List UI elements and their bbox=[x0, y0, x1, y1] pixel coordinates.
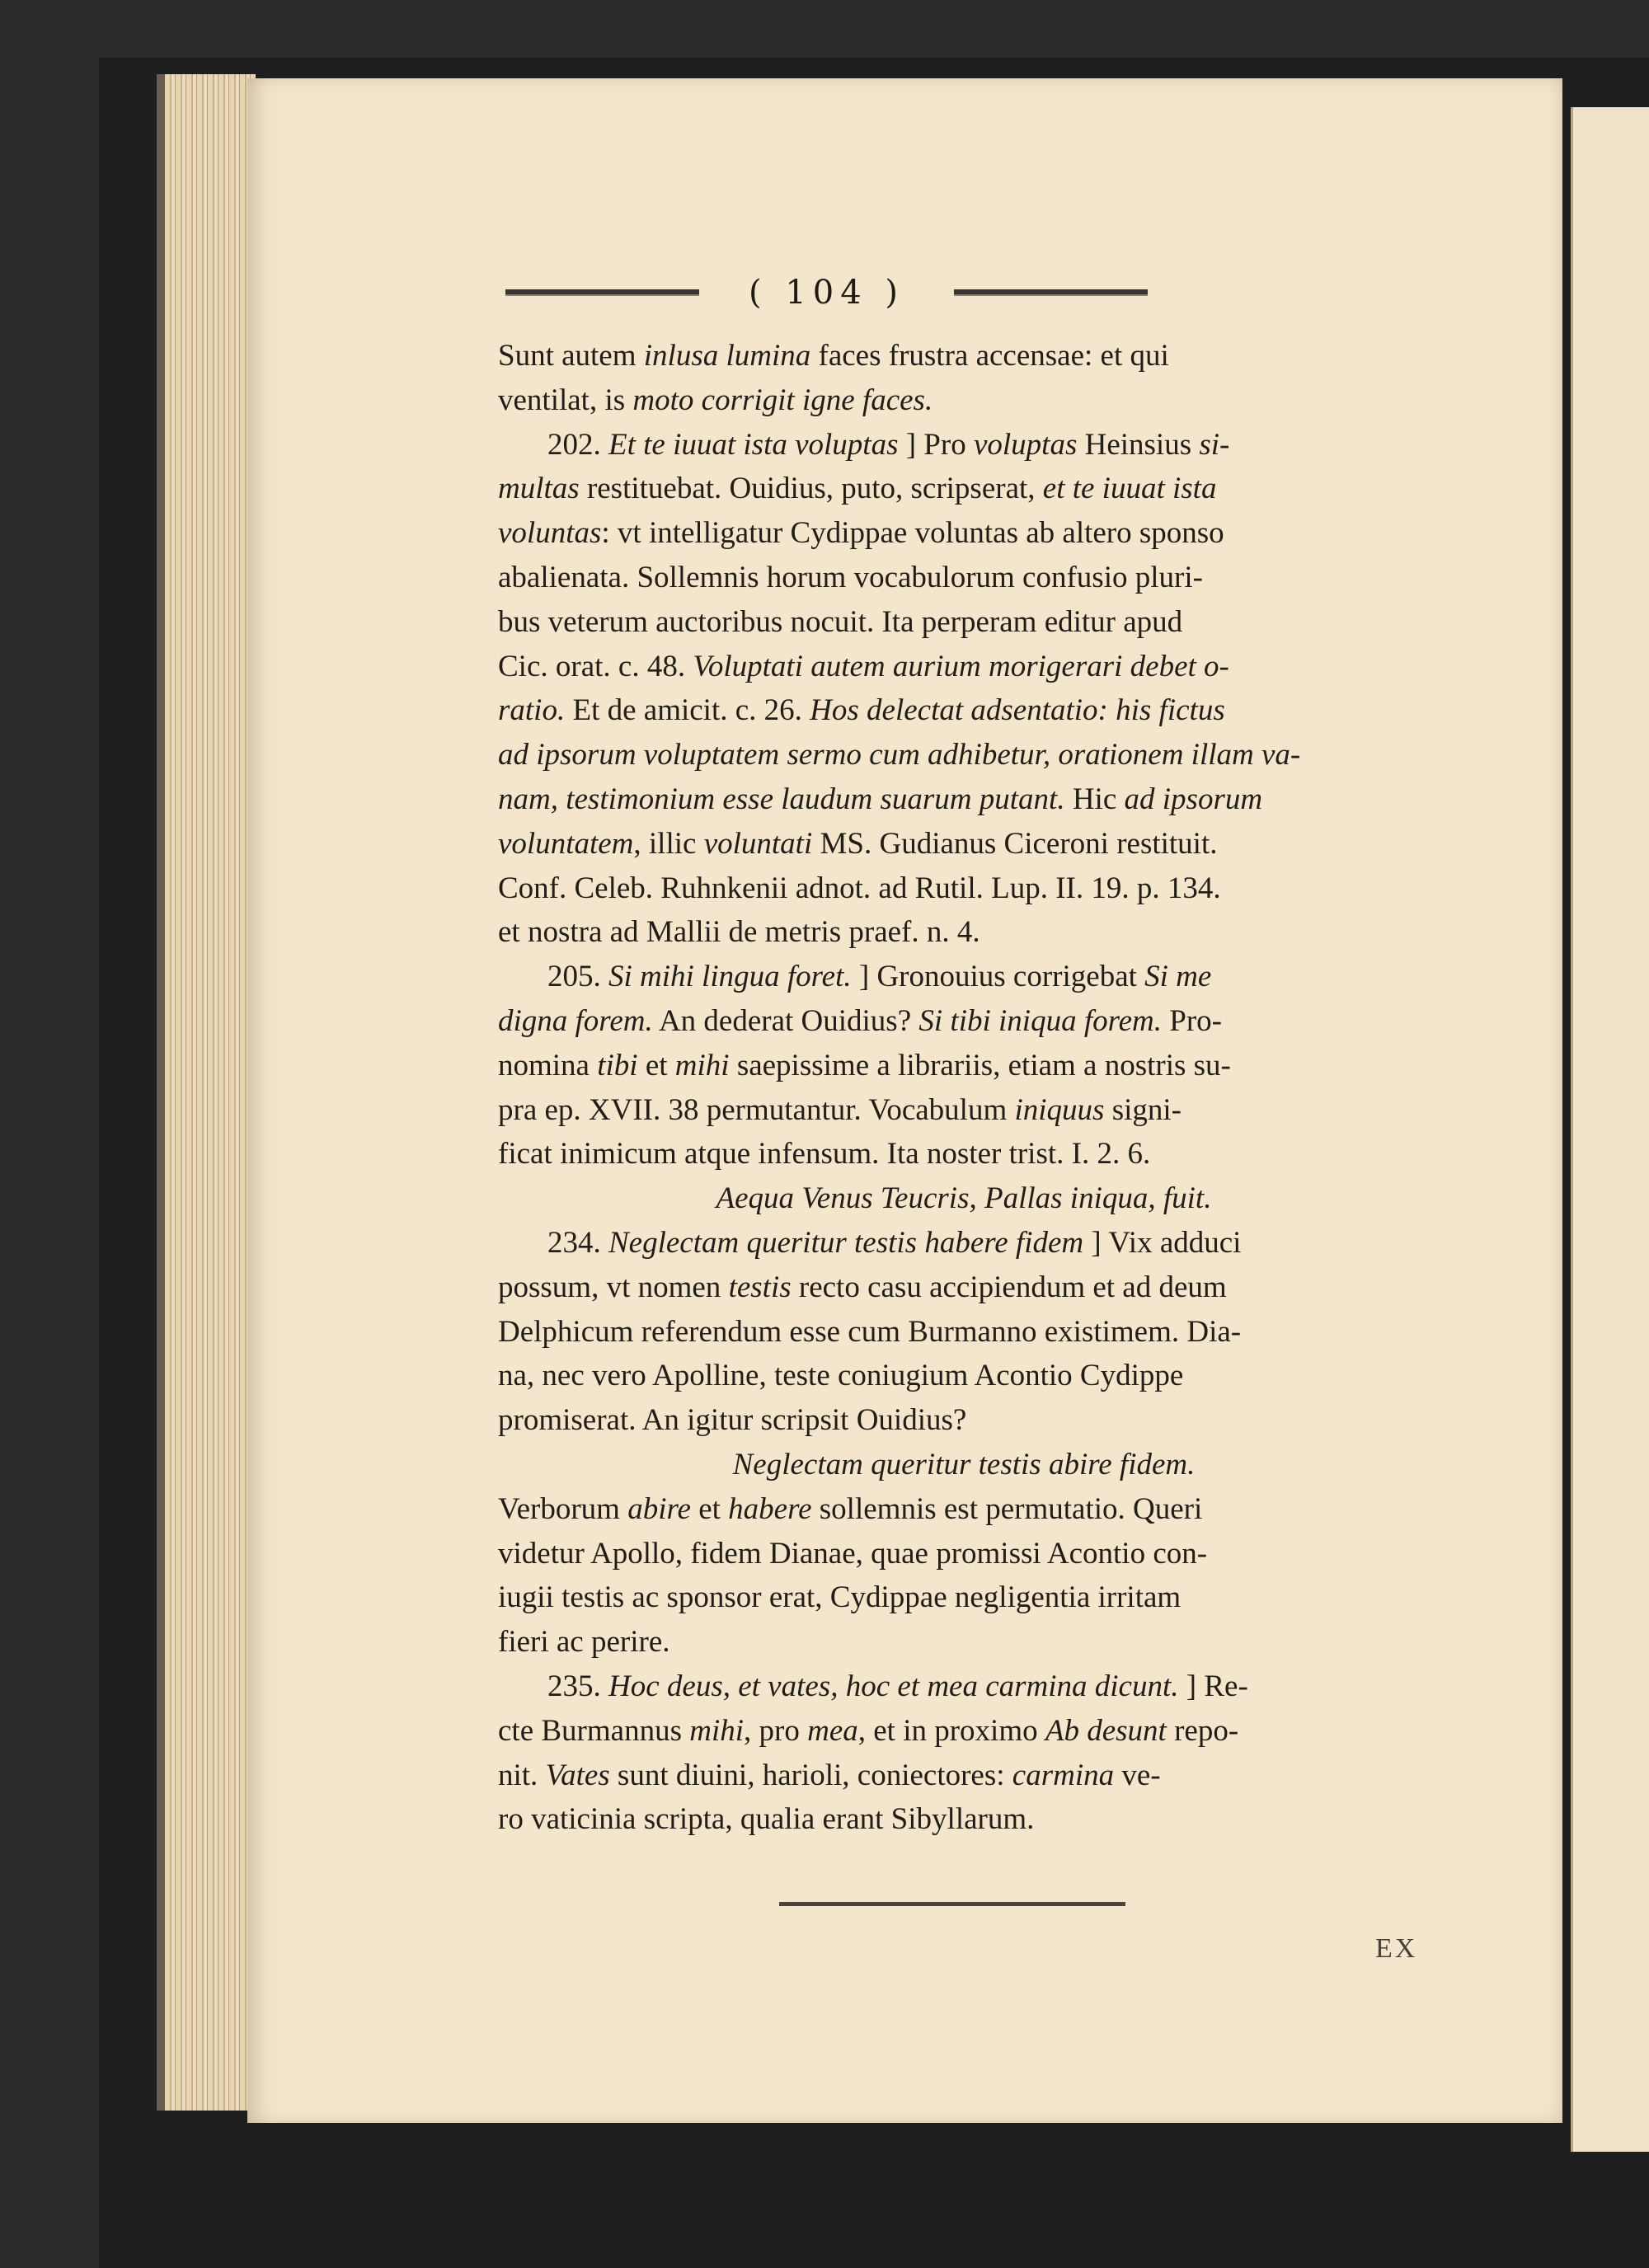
text-line: pra ep. XVII. 38 permutantur. Vocabulum iniquus signi- bbox=[498, 1092, 1182, 1127]
italic-text: carmina bbox=[1012, 1758, 1115, 1792]
text-line: et nostra ad Mallii de metris praef. n. 4. bbox=[498, 915, 980, 950]
italic-text: tibi bbox=[597, 1048, 638, 1082]
text-line: nomina tibi et mihi saepissime a librariis, etiam a nostris su- bbox=[498, 1048, 1231, 1082]
italic-text: Si mihi lingua foret. bbox=[608, 960, 852, 994]
text-line: possum, vt nomen testis recto casu accipiendum et ad deum bbox=[498, 1270, 1227, 1304]
italic-text: mihi bbox=[674, 1048, 730, 1082]
text-line: Delphicum referendum esse cum Burmanno existimem. Dia- bbox=[498, 1314, 1242, 1349]
header-rule-right bbox=[954, 289, 1148, 296]
italic-text: voluntatem bbox=[498, 826, 634, 861]
verse-quote bbox=[498, 1176, 1430, 1221]
italic-text: Neglectam queritur testis abire fidem. bbox=[732, 1447, 1196, 1481]
header-rule-left bbox=[505, 289, 699, 296]
body-text bbox=[498, 334, 1430, 1842]
text-line: nit. Vates sunt diuini, harioli, coniectores: carmina ve- bbox=[498, 1758, 1161, 1792]
text-line: videtur Apollo, fidem Dianae, quae promissi Acontio con- bbox=[498, 1536, 1208, 1571]
note-205: 205. Si mihi lingua foret. ] Gronouius corrigebat Si me bbox=[547, 960, 1212, 994]
note-234: 234. Neglectam queritur testis habere fidem ] Vix adduci bbox=[547, 1225, 1242, 1260]
text-line: Sunt autem inlusa lumina faces frustra accensae: et qui bbox=[498, 339, 1169, 373]
italic-text: Si me bbox=[1144, 960, 1212, 994]
italic-text: iniquus bbox=[1014, 1092, 1105, 1127]
text-line: ratio. Et de amicit. c. 26. Hos delectat adsentatio: his fictus bbox=[498, 693, 1225, 728]
text-line: voluntatem, illic voluntati MS. Gudianus Ciceroni restituit. bbox=[498, 826, 1218, 861]
italic-text: Voluptati autem aurium morigerari debet o- bbox=[693, 649, 1229, 683]
italic-text: Neglectam queritur testis habere fidem bbox=[608, 1225, 1084, 1260]
italic-text: Hos delectat adsentatio: his fictus bbox=[810, 693, 1225, 728]
italic-text: abire bbox=[627, 1491, 691, 1526]
italic-text: Aequa Venus Teucris, Pallas iniqua, fuit. bbox=[716, 1181, 1212, 1216]
page-number: ( 104 ) bbox=[749, 274, 904, 312]
text-line: Conf. Celeb. Ruhnkenii adnot. ad Rutil. Lup. II. 19. p. 134. bbox=[498, 871, 1221, 905]
italic-text: voluntas bbox=[498, 516, 602, 551]
italic-text: nam, testimonium esse laudum suarum putant. bbox=[498, 782, 1065, 816]
italic-text: si- bbox=[1199, 427, 1230, 462]
italic-text: Et te iuuat ista voluptas bbox=[608, 427, 899, 462]
italic-text: ratio. bbox=[498, 693, 566, 728]
italic-text: mea bbox=[807, 1713, 858, 1748]
italic-text: voluptas bbox=[973, 427, 1078, 462]
italic-text: Si tibi iniqua forem. bbox=[918, 1003, 1163, 1038]
text-line: fieri ac perire. bbox=[498, 1625, 670, 1660]
text-line: ventilat, is moto corrigit igne faces. bbox=[498, 383, 933, 417]
italic-text: habere bbox=[728, 1491, 812, 1526]
text-line: Cic. orat. c. 48. Voluptati autem aurium morigerari debet o- bbox=[498, 649, 1229, 683]
italic-text: Vates bbox=[545, 1758, 610, 1792]
text-line: ficat inimicum atque infensum. Ita noster trist. I. 2. 6. bbox=[498, 1137, 1151, 1172]
text-line: cte Burmannus mihi, pro mea, et in proximo Ab desunt repo- bbox=[498, 1713, 1239, 1748]
facing-page-edge bbox=[1571, 107, 1649, 2152]
note-235: 235. Hoc deus, et vates, hoc et mea carmina dicunt. ] Re- bbox=[547, 1669, 1248, 1703]
italic-text: Hoc deus, et vates, hoc et mea carmina dicunt. bbox=[608, 1669, 1179, 1703]
text-line: bus veterum auctoribus nocuit. Ita perperam editur apud bbox=[498, 604, 1183, 639]
italic-text: multas bbox=[498, 472, 580, 506]
page-header bbox=[342, 260, 1311, 326]
footer-rule bbox=[779, 1902, 1125, 1906]
italic-text: Ab desunt bbox=[1045, 1713, 1167, 1748]
text-line: Verborum abire et habere sollemnis est permutatio. Queri bbox=[498, 1491, 1203, 1526]
text-line: multas restituebat. Ouidius, puto, scripserat, et te iuuat ista bbox=[498, 472, 1217, 506]
italic-text: voluntati bbox=[703, 826, 813, 861]
page-edges bbox=[157, 74, 256, 2111]
text-line: na, nec vero Apolline, teste coniugium Acontio Cydippe bbox=[498, 1359, 1184, 1393]
text-line: iugii testis ac sponsor erat, Cydippae negligentia irritam bbox=[498, 1580, 1182, 1615]
text-line: abalienata. Sollemnis horum vocabulorum confusio pluri- bbox=[498, 560, 1203, 594]
text-line: digna forem. An dederat Ouidius? Si tibi iniqua forem. Pro- bbox=[498, 1003, 1223, 1038]
verse-quote bbox=[498, 1443, 1430, 1487]
text-line: ro vaticinia scripta, qualia erant Sibyllarum. bbox=[498, 1802, 1035, 1837]
italic-text: ad ipsorum voluptatem sermo cum adhibetur, orationem illam va- bbox=[498, 738, 1301, 772]
italic-text: digna forem. bbox=[498, 1003, 653, 1038]
italic-text: moto corrigit igne faces. bbox=[632, 383, 933, 417]
text-line: promiserat. An igitur scripsit Ouidius? bbox=[498, 1403, 967, 1438]
text-line: voluntas: vt intelligatur Cydippae voluntas ab altero sponso bbox=[498, 516, 1224, 551]
note-202: 202. Et te iuuat ista voluptas ] Pro voluptas Heinsius si- bbox=[547, 427, 1230, 462]
italic-text: ad ipsorum bbox=[1124, 782, 1263, 816]
text-line bbox=[498, 733, 1430, 777]
italic-text: testis bbox=[728, 1270, 792, 1304]
italic-text: inlusa lumina bbox=[643, 339, 811, 373]
catchword: EX bbox=[1375, 1933, 1418, 1964]
italic-text: mihi bbox=[689, 1713, 745, 1748]
text-line: nam, testimonium esse laudum suarum putant. Hic ad ipsorum bbox=[498, 782, 1263, 816]
italic-text: et te iuuat ista bbox=[1042, 472, 1217, 506]
